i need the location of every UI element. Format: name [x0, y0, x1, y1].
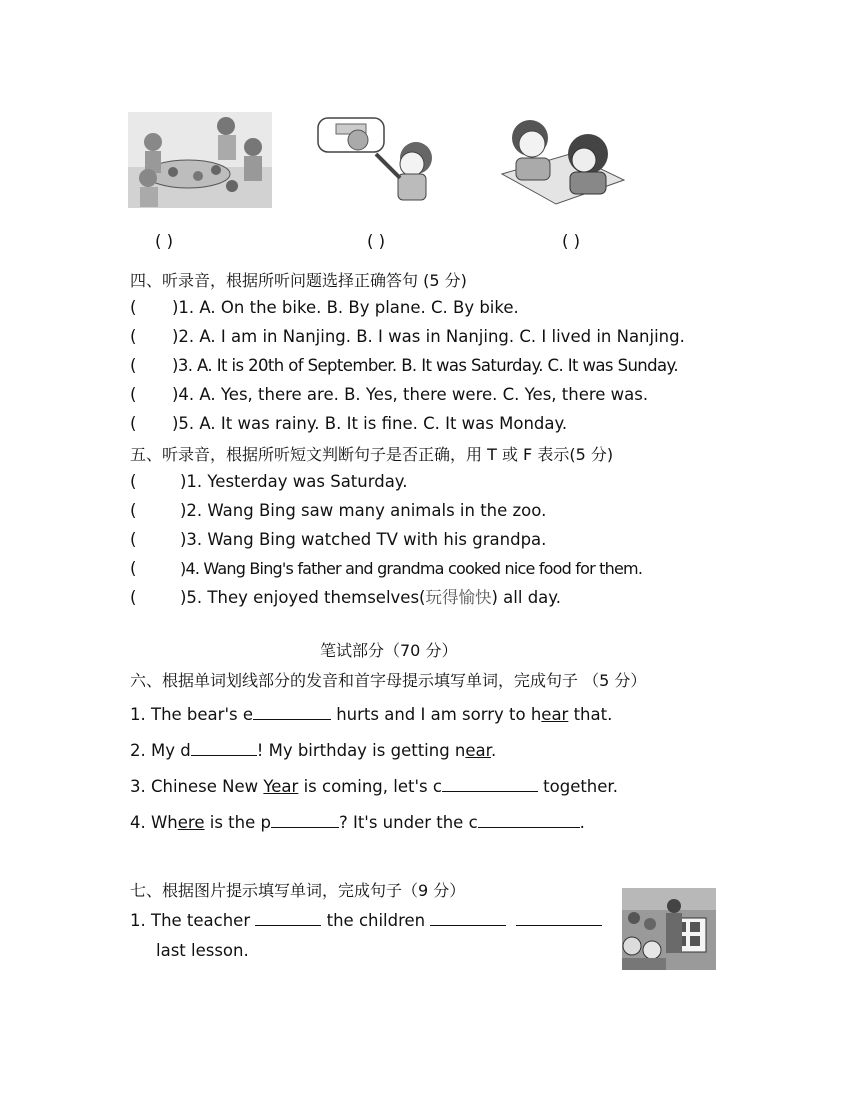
answer-paren[interactable]: ( [130, 501, 137, 520]
answer-blank[interactable] [430, 909, 506, 926]
question-text: . [579, 813, 585, 832]
section6-question-3 [130, 775, 618, 798]
question-text: 3. Chinese New [130, 777, 264, 796]
picnic-picture [128, 112, 272, 208]
question-text: 1. The teacher [130, 911, 256, 930]
question-text: together. [537, 777, 618, 796]
section6-question-4 [130, 811, 585, 834]
question-text: )3. A. It is 20th of September. B. It was Saturday. C. It was Sunday. [172, 356, 679, 375]
written-part-title: 笔试部分（70 分） [320, 641, 458, 660]
question-text: last lesson. [156, 941, 249, 960]
underlined-sound: ear [541, 705, 569, 724]
answer-blank[interactable] [516, 909, 602, 926]
answer-paren[interactable]: ( [130, 385, 137, 404]
answer-blank[interactable] [253, 703, 331, 720]
picture-answer-paren[interactable]: ( ) [367, 232, 386, 251]
basketball-boy-picture [314, 112, 438, 204]
picture-answer-paren[interactable]: ( ) [562, 232, 581, 251]
answer-blank[interactable] [271, 811, 339, 828]
statement-text: )4. Wang Bing's father and grandma cooked nice food for them. [180, 559, 643, 578]
statement-text: )2. Wang Bing saw many animals in the zoo. [180, 501, 547, 520]
question-text: )5. A. It was rainy. B. It is fine. C. It was Monday. [172, 414, 568, 433]
question-text: the children [321, 911, 431, 930]
statement-text [180, 587, 561, 609]
section6-heading: 六、根据单词划线部分的发音和首字母提示填写单词，完成句子 （5 分） [130, 671, 647, 690]
answer-paren[interactable]: ( [130, 298, 137, 317]
classroom-teacher-picture [622, 888, 716, 970]
statement-text-part: ) all day. [491, 588, 561, 607]
section6-question-1 [130, 703, 612, 726]
answer-blank[interactable] [191, 739, 257, 756]
answer-blank[interactable] [255, 909, 321, 926]
answer-blank[interactable] [442, 775, 538, 792]
question-text: is the p [204, 813, 271, 832]
question-text: . [490, 741, 497, 760]
answer-paren[interactable]: ( [130, 327, 137, 346]
section7-heading: 七、根据图片提示填写单词，完成句子（9 分） [130, 881, 466, 900]
statement-text-part: )5. They enjoyed themselves( [180, 588, 426, 607]
question-text: hurts and I am sorry to h [330, 705, 542, 724]
answer-paren[interactable]: ( [130, 356, 137, 375]
statement-text: )1. Yesterday was Saturday. [180, 472, 408, 491]
question-text: ! My birthday is getting n [256, 741, 466, 760]
section4-heading: 四、听录音，根据所听问题选择正确答句 (5 分) [130, 271, 467, 290]
underlined-sound: ear [465, 741, 491, 760]
answer-paren[interactable]: ( [130, 559, 137, 578]
question-text: 1. The bear's e [130, 705, 253, 724]
question-text: 2. My d [130, 741, 191, 760]
section5-heading: 五、听录音，根据所听短文判断句子是否正确，用 T 或 F 表示(5 分) [130, 445, 614, 464]
answer-blank[interactable] [478, 811, 580, 828]
underlined-sound: ere [177, 813, 205, 832]
question-text: )2. A. I am in Nanjing. B. I was in Nanjing. C. I lived in Nanjing. [172, 327, 685, 346]
reading-children-picture [500, 114, 626, 208]
answer-paren[interactable]: ( [130, 530, 137, 549]
section6-question-2 [130, 739, 496, 762]
question-text: )1. A. On the bike. B. By plane. C. By bike. [172, 298, 519, 317]
question-text: is coming, let's c [298, 777, 442, 796]
answer-paren[interactable]: ( [130, 414, 137, 433]
picture-answer-paren[interactable]: ( ) [155, 232, 174, 251]
question-text: )4. A. Yes, there are. B. Yes, there were. C. Yes, there was. [172, 385, 649, 404]
answer-paren[interactable]: ( [130, 472, 137, 491]
statement-text: )3. Wang Bing watched TV with his grandpa. [180, 530, 547, 549]
section7-question-1 [130, 909, 602, 932]
underlined-sound: Year [263, 777, 299, 796]
question-text: ? It's under the c [338, 813, 478, 832]
question-text: that. [568, 705, 613, 724]
statement-text-chinese: 玩得愉快 [425, 588, 492, 607]
question-text: 4. Wh [130, 813, 178, 832]
answer-paren[interactable]: ( [130, 588, 137, 607]
